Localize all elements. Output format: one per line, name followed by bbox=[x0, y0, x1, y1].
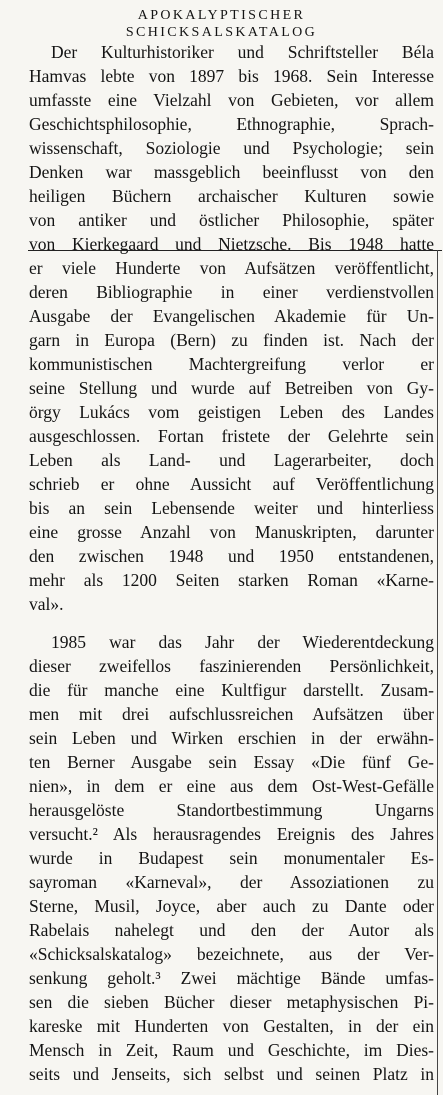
text-line: seits und Jenseits, sich selbst und seinen Platz in bbox=[29, 1064, 434, 1084]
text-line: von antiker und östlicher Philosophie, später bbox=[29, 210, 434, 230]
text-line: die für manche eine Kultfigur darstellt. Zusam- bbox=[29, 680, 434, 700]
text-line: er viele Hunderte von Aufsätzen veröffentlicht, bbox=[29, 258, 434, 278]
text-line: dieser zweifellos faszinierenden Persönlichkeit, bbox=[29, 656, 434, 676]
text-line: seine Stellung und wurde auf Betreiben von Gy- bbox=[29, 378, 434, 398]
text-line: Der Kulturhistoriker und Schriftsteller Béla bbox=[51, 42, 434, 62]
text-line: Geschichtsphilosophie, Ethnographie, Sprach- bbox=[29, 114, 434, 134]
text-line: von Kierkegaard und Nietzsche. Bis 1948 hatte bbox=[29, 234, 434, 254]
text-line: Denken war massgeblich beeinflusst von den bbox=[29, 162, 434, 182]
text-line: val». bbox=[29, 594, 64, 614]
text-line: ausgeschlossen. Fortan fristete der Gelehrte sein bbox=[29, 426, 434, 446]
text-line: heiligen Büchern archaischer Kulturen sowie bbox=[29, 186, 434, 206]
text-line: eine grosse Anzahl von Manuskripten, darunter bbox=[29, 522, 434, 542]
text-line: sein Leben und Wirken erschien in der erwähn- bbox=[29, 728, 434, 748]
text-line: «Schicksalskatalog» bezeichnete, aus der Ver- bbox=[29, 944, 434, 964]
text-line: 1985 war das Jahr der Wiederentdeckung bbox=[51, 632, 434, 652]
text-line: garn in Europa (Bern) zu finden ist. Nach der bbox=[29, 330, 434, 350]
text-line: Sterne, Musil, Joyce, aber auch zu Dante oder bbox=[29, 896, 434, 916]
text-line: kareske mit Hunderten von Gestalten, in der ein bbox=[29, 1016, 434, 1036]
text-line: örgy Lukács vom geistigen Leben des Landes bbox=[29, 402, 434, 422]
text-line: Hamvas lebte von 1897 bis 1968. Sein Interesse bbox=[29, 66, 434, 86]
text-line: herausgelöste Standortbestimmung Ungarns bbox=[29, 800, 434, 820]
text-line: ten Berner Ausgabe sein Essay «Die fünf Ge- bbox=[29, 752, 434, 772]
column-edge-rule bbox=[437, 250, 438, 1095]
text-line: nien», in dem er eine aus dem Ost-West-Gefälle bbox=[29, 776, 434, 796]
text-line: mehr als 1200 Seiten starken Roman «Karne- bbox=[29, 570, 434, 590]
article-title-line-2: SCHICKSALSKATALOG bbox=[125, 25, 318, 40]
text-line: senkung geholt.³ Zwei mächtige Bände umfas- bbox=[29, 968, 434, 988]
text-line: kommunistischen Machtergreifung verlor er bbox=[29, 354, 434, 374]
text-line: wissenschaft, Soziologie und Psychologie; sein bbox=[29, 138, 434, 158]
text-line: Leben als Land- und Lagerarbeiter, doch bbox=[29, 450, 434, 470]
text-line: men mit drei aufschlussreichen Aufsätzen über bbox=[29, 704, 434, 724]
text-line: bis an sein Lebensende weiter und hinterliess bbox=[29, 498, 434, 518]
text-line: Rabelais nahelegt und den der Autor als bbox=[29, 920, 434, 940]
text-line: sen die sieben Bücher dieser metaphysischen Pi- bbox=[29, 992, 434, 1012]
text-line: Ausgabe der Evangelischen Akademie für Un- bbox=[29, 306, 434, 326]
text-line: schrieb er ohne Aussicht auf Veröffentlichung bbox=[29, 474, 434, 494]
text-line: umfasste eine Vielzahl von Gebieten, vor allem bbox=[29, 90, 434, 110]
text-line: den zwischen 1948 und 1950 entstandenen, bbox=[29, 546, 434, 566]
text-line: Mensch in Zeit, Raum und Geschichte, im Dies- bbox=[29, 1040, 434, 1060]
text-line: versucht.² Als herausragendes Ereignis des Jahres bbox=[29, 824, 434, 844]
text-line: wurde in Budapest sein monumentaler Es- bbox=[29, 848, 434, 868]
text-line: sayroman «Karneval», der Assoziationen zu bbox=[29, 872, 434, 892]
text-line: deren Bibliographie in einer verdienstvollen bbox=[29, 282, 434, 302]
article-title-line-1: APOKALYPTISCHER bbox=[137, 8, 306, 23]
